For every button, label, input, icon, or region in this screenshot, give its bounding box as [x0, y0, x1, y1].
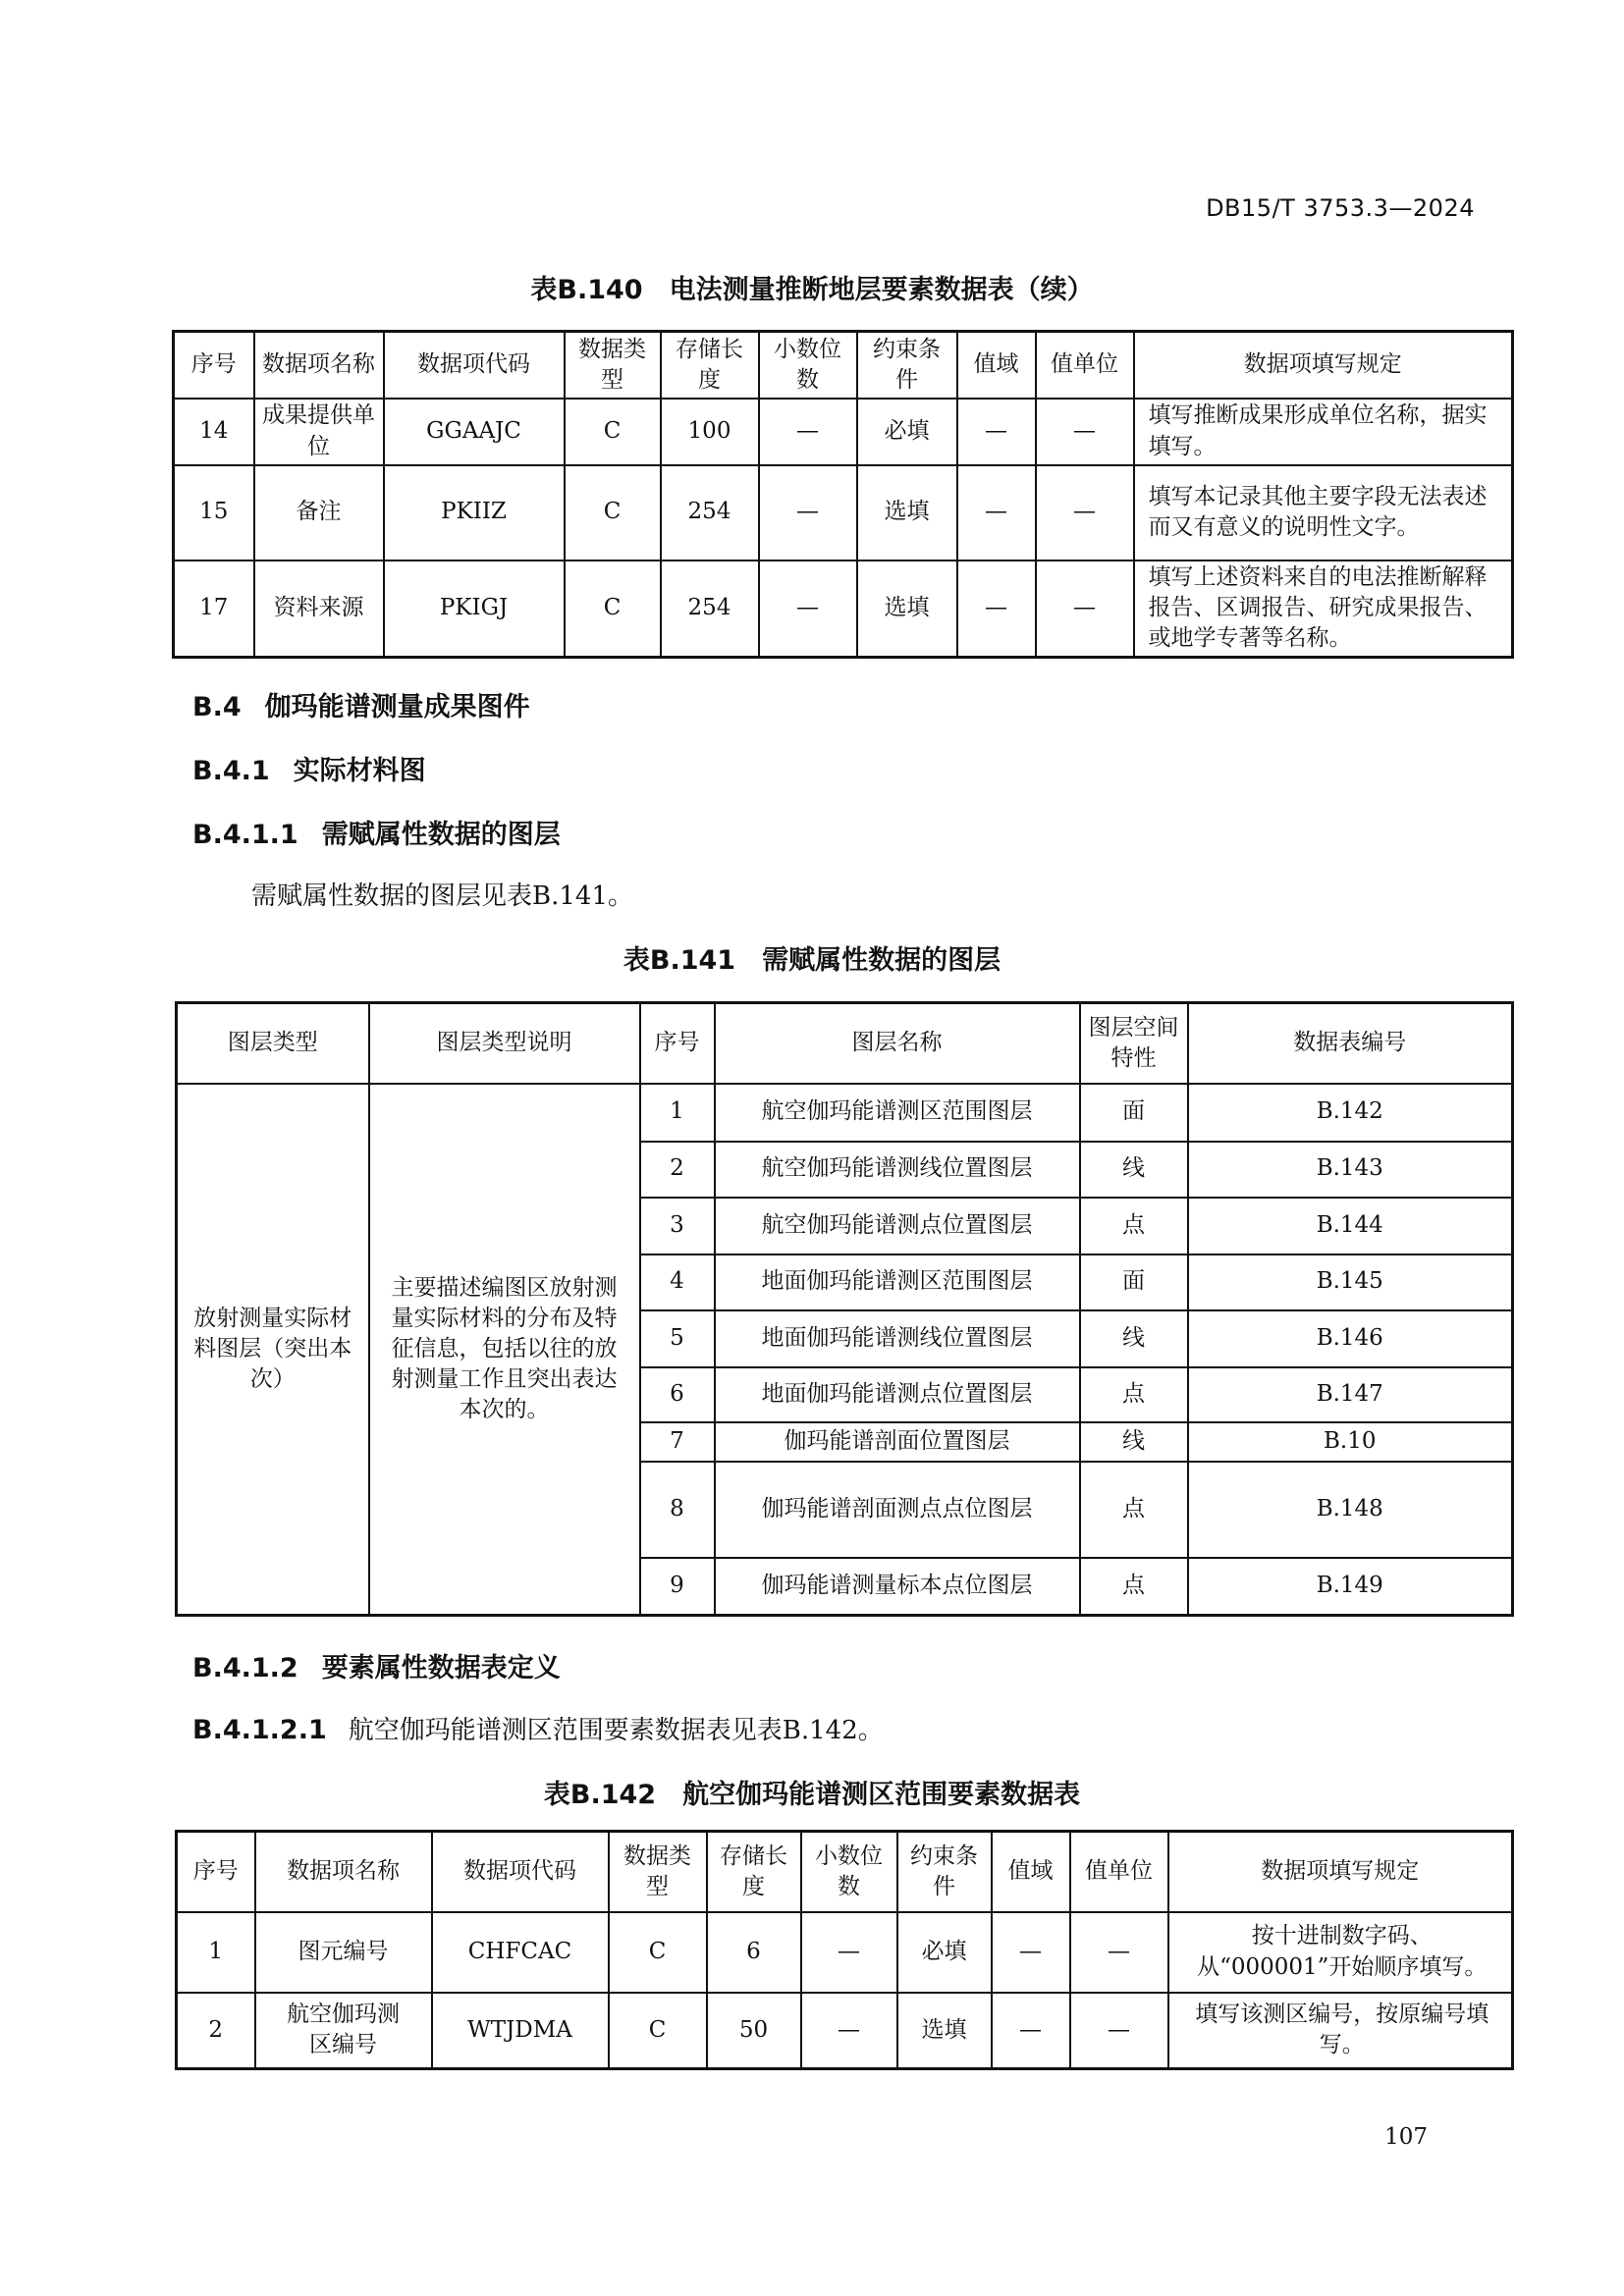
header-cell: 图层类型	[177, 1003, 369, 1084]
cell-unit: —	[1070, 1993, 1168, 2069]
header-cell: 数据项代码	[384, 332, 565, 399]
header-cell: 序号	[177, 1832, 255, 1912]
table-140-caption: 表B.140 电法测量推断地层要素数据表（续）	[530, 275, 1094, 305]
table-142	[175, 1830, 1514, 2070]
section-number: B.4.1.1	[192, 820, 298, 850]
cell-type: C	[565, 465, 661, 561]
header-cell: 序号	[640, 1003, 715, 1084]
header-cell: 数据项代码	[432, 1832, 609, 1912]
header-cell: 数据项名称	[255, 1832, 432, 1912]
cell-constraint: 必填	[857, 399, 957, 465]
cell-table-no: B.149	[1188, 1558, 1513, 1616]
cell-seq: 7	[640, 1422, 715, 1462]
header-cell: 值单位	[1036, 332, 1134, 399]
header-cell: 图层类型说明	[369, 1003, 640, 1084]
header-cell: 值域	[992, 1832, 1070, 1912]
section-number: B.4.1.2	[192, 1653, 298, 1683]
cell-seq: 6	[640, 1367, 715, 1422]
cell-code: PKIIZ	[384, 465, 565, 561]
cell-constraint: 选填	[897, 1993, 992, 2069]
section-title: 实际材料图	[293, 756, 426, 786]
cell-spatial: 点	[1080, 1462, 1188, 1558]
table-140-header-row	[174, 332, 1513, 399]
section-b412-heading	[192, 1646, 561, 1684]
cell-spatial: 线	[1080, 1422, 1188, 1462]
cell-seq: 3	[640, 1198, 715, 1255]
table-142-caption: 表B.142 航空伽玛能谱测区范围要素数据表	[543, 1780, 1081, 1810]
cell-constraint: 选填	[857, 561, 957, 658]
cell-length: 50	[707, 1993, 801, 2069]
cell-seq: 17	[174, 561, 254, 658]
cell-name: 成果提供单位	[254, 399, 384, 465]
section-number: B.4.1	[192, 756, 270, 786]
cell-table-no: B.10	[1188, 1422, 1513, 1462]
header-cell: 小数位数	[801, 1832, 897, 1912]
cell-decimal: —	[801, 1993, 897, 2069]
cell-seq: 8	[640, 1462, 715, 1558]
section-number: B.4.1.2.1	[192, 1715, 327, 1745]
cell-layer-name: 伽玛能谱剖面测点点位图层	[715, 1462, 1080, 1558]
cell-type: C	[565, 561, 661, 658]
cell-layer-name: 航空伽玛能谱测线位置图层	[715, 1142, 1080, 1198]
cell-rule: 按十进制数字码、从“000001”开始顺序填写。	[1168, 1912, 1513, 1993]
section-b411-heading	[192, 813, 561, 851]
header-cell: 图层名称	[715, 1003, 1080, 1084]
cell-seq: 1	[177, 1912, 255, 1993]
cell-domain: —	[992, 1993, 1070, 2069]
header-cell: 值单位	[1070, 1832, 1168, 1912]
cell-table-no: B.144	[1188, 1198, 1513, 1255]
cell-decimal: —	[759, 561, 857, 658]
cell-rule: 填写本记录其他主要字段无法表述而又有意义的说明性文字。	[1134, 465, 1513, 561]
header-cell: 图层空间特性	[1080, 1003, 1188, 1084]
cell-code: GGAAJC	[384, 399, 565, 465]
standard-code: DB15/T 3753.3—2024	[1206, 194, 1475, 222]
header-cell: 数据表编号	[1188, 1003, 1513, 1084]
cell-table-no: B.145	[1188, 1255, 1513, 1310]
page-number: 107	[1384, 2124, 1428, 2150]
cell-table-no: B.142	[1188, 1084, 1513, 1142]
cell-layer-name: 地面伽玛能谱测线位置图层	[715, 1310, 1080, 1367]
cell-spatial: 面	[1080, 1255, 1188, 1310]
header-cell: 存储长度	[661, 332, 759, 399]
header-cell: 约束条件	[897, 1832, 992, 1912]
cell-spatial: 线	[1080, 1310, 1188, 1367]
section-text: 航空伽玛能谱测区范围要素数据表见表B.142。	[348, 1716, 884, 1745]
cell-spatial: 点	[1080, 1558, 1188, 1616]
cell-seq: 5	[640, 1310, 715, 1367]
cell-decimal: —	[759, 399, 857, 465]
table-row	[174, 399, 1513, 465]
table-140	[172, 330, 1514, 659]
cell-seq: 2	[640, 1142, 715, 1198]
section-title: 要素属性数据表定义	[321, 1653, 561, 1683]
header-cell: 数据项名称	[254, 332, 384, 399]
table-row	[174, 465, 1513, 561]
cell-table-no: B.143	[1188, 1142, 1513, 1198]
cell-name: 备注	[254, 465, 384, 561]
header-cell: 约束条件	[857, 332, 957, 399]
cell-layer-name: 航空伽玛能谱测区范围图层	[715, 1084, 1080, 1142]
cell-constraint: 必填	[897, 1912, 992, 1993]
section-number: B.4	[192, 692, 242, 722]
section-b4121-line	[192, 1710, 884, 1746]
cell-unit: —	[1070, 1912, 1168, 1993]
cell-type: C	[609, 1993, 707, 2069]
cell-rule: 填写该测区编号，按原编号填写。	[1168, 1993, 1513, 2069]
cell-table-no: B.146	[1188, 1310, 1513, 1367]
section-title: 伽玛能谱测量成果图件	[264, 692, 530, 722]
cell-decimal: —	[801, 1912, 897, 1993]
cell-domain: —	[957, 561, 1036, 658]
cell-table-no: B.147	[1188, 1367, 1513, 1422]
table-141	[175, 1001, 1514, 1617]
table-row	[177, 1993, 1513, 2069]
cell-domain: —	[957, 465, 1036, 561]
header-cell: 数据类型	[609, 1832, 707, 1912]
cell-length: 100	[661, 399, 759, 465]
header-cell: 数据项填写规定	[1134, 332, 1513, 399]
table-141-header-row	[177, 1003, 1513, 1084]
cell-name: 图元编号	[255, 1912, 432, 1993]
cell-layer-name: 地面伽玛能谱测区范围图层	[715, 1255, 1080, 1310]
cell-spatial: 点	[1080, 1198, 1188, 1255]
section-b4-heading	[192, 685, 530, 723]
cell-length: 6	[707, 1912, 801, 1993]
table-row	[174, 561, 1513, 658]
cell-layer-type: 放射测量实际材料图层（突出本次）	[177, 1084, 369, 1616]
cell-table-no: B.148	[1188, 1462, 1513, 1558]
header-cell: 值域	[957, 332, 1036, 399]
table-row	[177, 1912, 1513, 1993]
cell-decimal: —	[759, 465, 857, 561]
table-141-caption: 表B.141 需赋属性数据的图层	[623, 945, 1001, 976]
section-title: 需赋属性数据的图层	[321, 820, 561, 850]
cell-constraint: 选填	[857, 465, 957, 561]
table-142-header-row	[177, 1832, 1513, 1912]
cell-domain: —	[992, 1912, 1070, 1993]
cell-name: 航空伽玛测区编号	[255, 1993, 432, 2069]
cell-spatial: 线	[1080, 1142, 1188, 1198]
cell-rule: 填写上述资料来自的电法推断解释报告、区调报告、研究成果报告、或地学专著等名称。	[1134, 561, 1513, 658]
cell-type: C	[609, 1912, 707, 1993]
cell-spatial: 点	[1080, 1367, 1188, 1422]
cell-layer-desc: 主要描述编图区放射测量实际材料的分布及特征信息，包括以往的放射测量工作且突出表达本次的。	[369, 1084, 640, 1616]
cell-seq: 14	[174, 399, 254, 465]
cell-code: WTJDMA	[432, 1993, 609, 2069]
cell-unit: —	[1036, 399, 1134, 465]
cell-unit: —	[1036, 465, 1134, 561]
cell-rule: 填写推断成果形成单位名称，据实填写。	[1134, 399, 1513, 465]
cell-code: CHFCAC	[432, 1912, 609, 1993]
section-b411-text: 需赋属性数据的图层见表B.141。	[251, 881, 633, 911]
header-cell: 存储长度	[707, 1832, 801, 1912]
cell-layer-name: 伽玛能谱剖面位置图层	[715, 1422, 1080, 1462]
header-cell: 数据项填写规定	[1168, 1832, 1513, 1912]
cell-type: C	[565, 399, 661, 465]
cell-layer-name: 航空伽玛能谱测点位置图层	[715, 1198, 1080, 1255]
header-cell: 小数位数	[759, 332, 857, 399]
cell-layer-name: 伽玛能谱测量标本点位图层	[715, 1558, 1080, 1616]
cell-seq: 9	[640, 1558, 715, 1616]
cell-length: 254	[661, 465, 759, 561]
cell-length: 254	[661, 561, 759, 658]
cell-seq: 4	[640, 1255, 715, 1310]
section-b41-heading	[192, 749, 426, 787]
header-cell: 序号	[174, 332, 254, 399]
header-cell: 数据类型	[565, 332, 661, 399]
cell-spatial: 面	[1080, 1084, 1188, 1142]
cell-unit: —	[1036, 561, 1134, 658]
cell-seq: 1	[640, 1084, 715, 1142]
table-row	[177, 1084, 1513, 1142]
cell-domain: —	[957, 399, 1036, 465]
cell-seq: 2	[177, 1993, 255, 2069]
cell-name: 资料来源	[254, 561, 384, 658]
cell-seq: 15	[174, 465, 254, 561]
cell-code: PKIGJ	[384, 561, 565, 658]
cell-layer-name: 地面伽玛能谱测点位置图层	[715, 1367, 1080, 1422]
